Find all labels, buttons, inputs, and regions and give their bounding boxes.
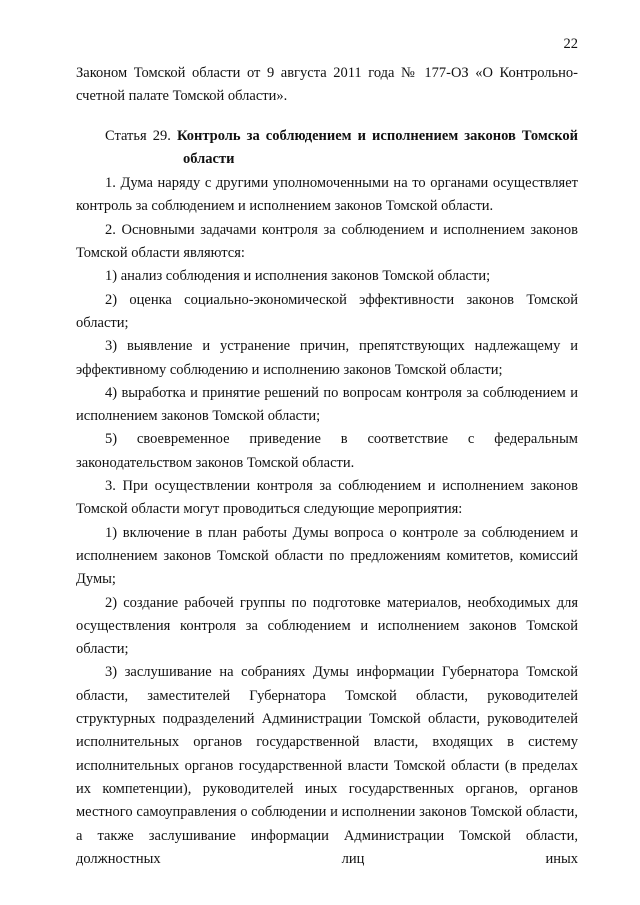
page-content (76, 62, 578, 871)
list-item: 1) включение в план работы Думы вопроса о контроле за соблюдением и исполнением законов Томской области по предложениям комитетов, комиссий Думы; (76, 524, 578, 588)
list-item: 3) заслушивание на собраниях Думы информации Губернатора Томской области, заместителей Губернатора Томской области, руководителей структурных подразделений Администрации Томской области, руководителей исполнительных органов государственной власти, входящих в систему исполнительных органов государственной власти Томской области (в пределах их компетенции), руководителей иных государственных органов, органов местного самоуправления о соблюдении и исполнении законов Томской области, а также заслушивание информации Администрации Томской области, должностных лиц иных (76, 664, 578, 867)
list-item: 2) оценка социально-экономической эффективности законов Томской области; (76, 291, 578, 331)
paragraph: 3. При осуществлении контроля за соблюдением и исполнением законов Томской области могут проводиться следующие мероприятия: (76, 478, 578, 518)
page-number: 22 (563, 36, 578, 52)
intro-line-1: Законом Томской области от 9 августа 2011 года № 177-ОЗ «О Контрольно- (76, 65, 578, 81)
article-title-line-1: Контроль за соблюдением и исполнением законов Томской (176, 127, 578, 144)
list-item: 3) выявление и устранение причин, препятствующих надлежащему и эффективному соблюдению и исполнению законов Томской области; (76, 338, 578, 378)
intro-line-2: счетной палате Томской области». (76, 88, 288, 105)
article-heading (76, 125, 578, 172)
list-item: 4) выработка и принятие решений по вопросам контроля за соблюдением и исполнением законов Томской области; (76, 384, 578, 425)
paragraph: 1. Дума наряду с другими уполномоченными на то органами осуществляет контроль за соблюдением и исполнением законов Томской области. (76, 175, 578, 215)
list-item: 2) создание рабочей группы по подготовке материалов, необходимых для осуществления контроля за соблюдением и исполнением законов Томской области; (76, 594, 578, 658)
intro-paragraph (76, 62, 578, 109)
article-label: Статья 29. (105, 127, 177, 144)
list-item: 5) своевременное приведение в соответствие с федеральным законодательством законов Томской области. (76, 431, 578, 471)
paragraph: 2. Основными задачами контроля за соблюдением и исполнением законов Томской области являются: (76, 221, 578, 262)
list-item: 1) анализ соблюдения и исполнения законов Томской области; (105, 268, 491, 285)
article-heading-line-1 (76, 125, 578, 148)
article-title-line-2: области (183, 150, 235, 167)
article-heading-line-2 (76, 148, 578, 171)
